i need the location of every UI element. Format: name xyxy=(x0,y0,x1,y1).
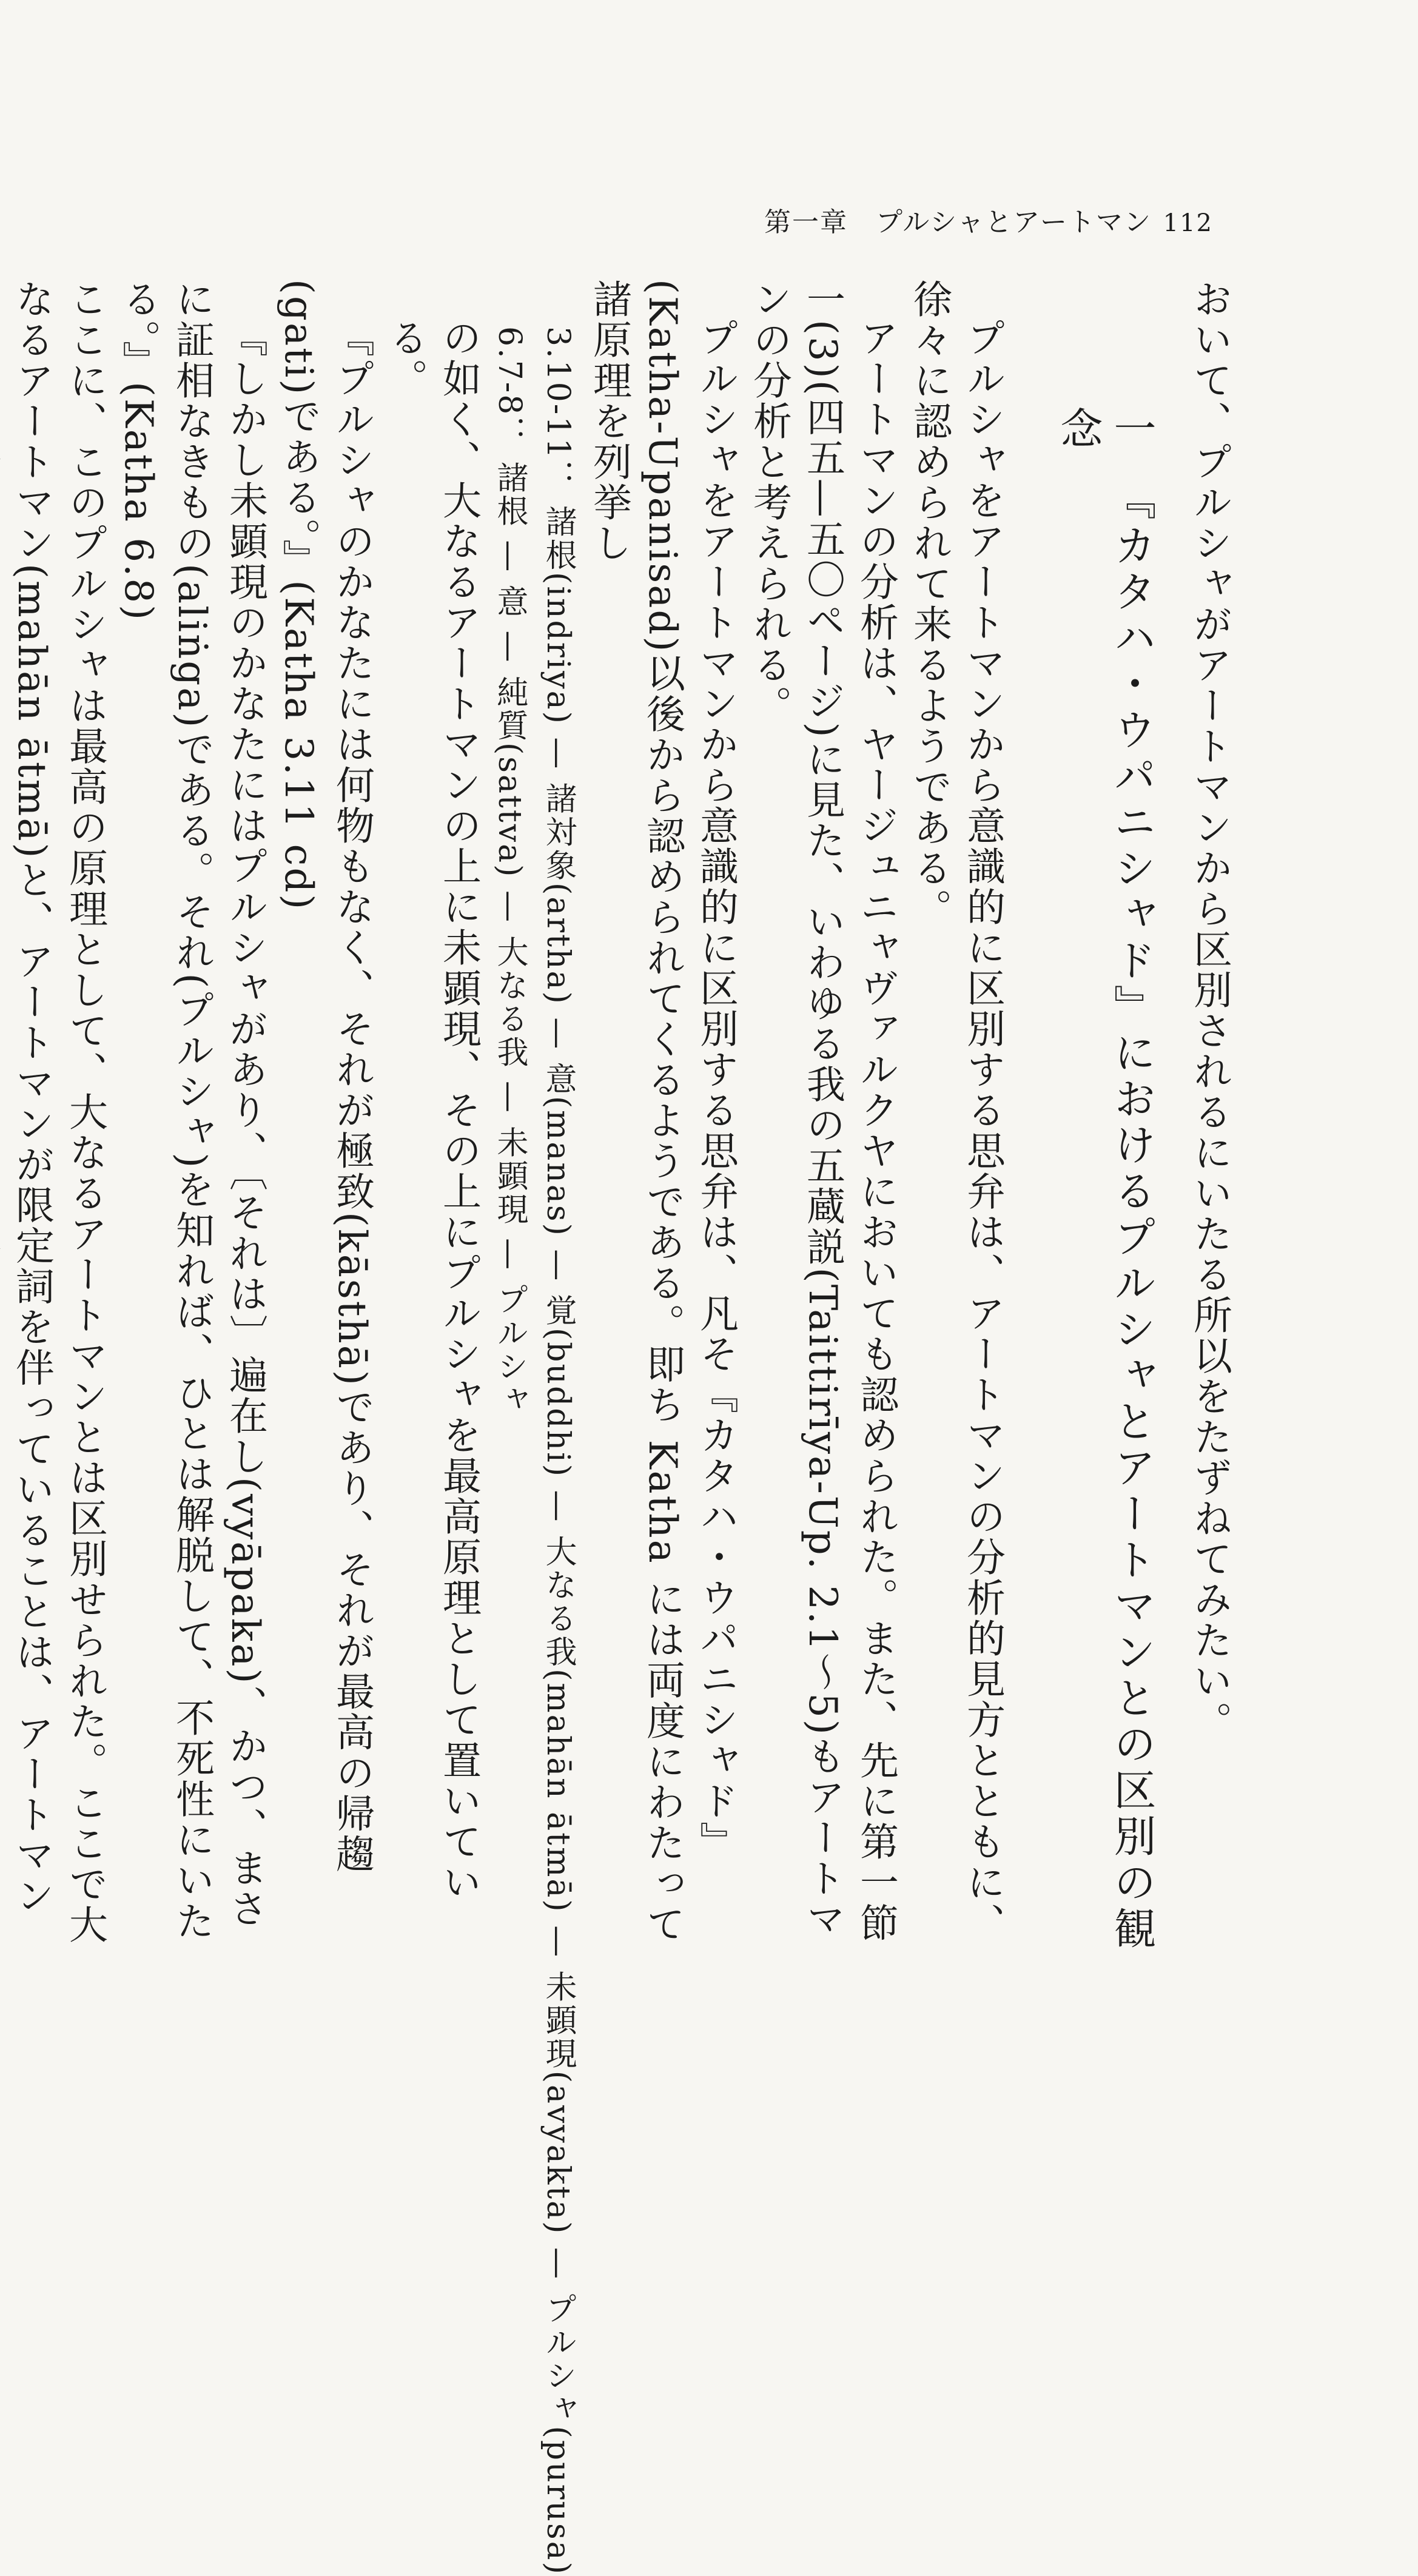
running-header xyxy=(764,200,1213,239)
paragraph-5: ここに、このプルシャは最高の原理として、大なるアートマンとは区別せられた。ここで大なるアートマン(mahān ātmā)と、アートマンが限定詞を伴っていることは、アートマン xyxy=(9,279,107,1945)
paragraph-2: アートマンの分析は、ヤージュニャヴァルクヤにおいても認められた。また、先に第一節一(3)(四五—五〇ページ)に見た、いわゆる我の五蔵説(Taittirīya-Up. 2.1〜5)もアートマンの分析と考えられる。 xyxy=(747,279,898,1943)
body-text xyxy=(9,279,1236,2576)
principle-list-1: 3.10-11： 諸根(indriya) — 諸対象(artha) — 意(manas) — 覚(buddhi) — 大なる我(mahān ātmā) — 未顕現(avyakta) — プルシャ(purusa) xyxy=(540,326,576,2576)
paragraph-4: の如く、大なるアートマンの上に未顕現、その上にプルシャを最高原理として置いている。 xyxy=(383,318,481,1903)
paragraph-intro: おいて、プルシャがアートマンから区別されるにいたる所以をたずねてみたい。 xyxy=(1187,279,1232,1742)
chapter-title: 第一章 プルシャとアートマン xyxy=(764,207,1152,238)
paragraph-3: プルシャをアートマンから意識的に区別する思弁は、凡そ『カタハ・ウパニシャド』(Katha-Upanisad)以後から認められてくるようである。即ち Katha には両度にわたって諸原理を列挙し xyxy=(586,279,738,1945)
principle-list-2: 6.7-8： 諸根 — 意 — 純質(sattva) — 大なる我 — 未顕現 — プルシャ xyxy=(491,326,528,1417)
quote-2: 『しかし未顕現のかなたにはプルシャがあり、〔それは〕遍在し(vyāpaka)、かつ、まさに証相なきもの(aliṅga)である。それ(プルシャ)を知れば、ひとは解脱して、不死性にいたる。』(Katha 6.8) xyxy=(116,279,267,1942)
section-heading: 一 『カタハ・ウパニシャド』におけるプルシャとアートマンとの区別の観念 xyxy=(1053,406,1157,1952)
quote-1: 『プルシャのかなたには何物もなく、それが極致(kāsthā)であり、それが最高の帰趨(gati)である。』(Katha 3.11 cd) xyxy=(276,279,374,1875)
page-number: 112 xyxy=(1163,209,1213,237)
paragraph-1: プルシャをアートマンから意識的に区別する思弁は、アートマンの分析的見方とともに、徐々に認められて来るようである。 xyxy=(907,279,1005,1943)
